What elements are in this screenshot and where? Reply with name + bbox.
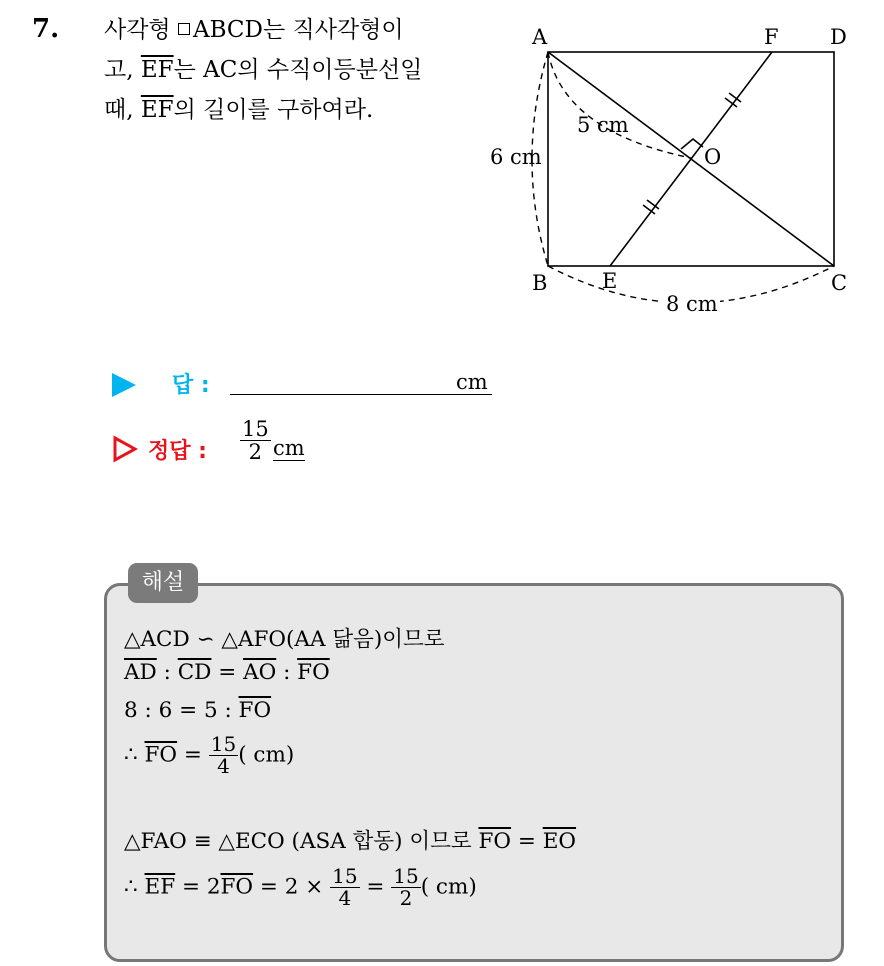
solution-line-6: ∴ $\overline{EF} = 2\overline{FO} = 2$ × $\frac{15}{4}$ = $\frac{15}{2}$ ( cm) xyxy=(124,864,477,910)
point-c-label: C xyxy=(831,271,848,295)
question-line-2: 고, $\overline{EF}$는 AC의 수직이등분선일 xyxy=(104,57,423,83)
solution-line-5: △FAO ≡ △ECO (ASA 합동) 이므로 $\overline{FO} = \overline{EO}$ xyxy=(124,829,577,854)
question-line-3: 때, $\overline{EF}$의 길이를 구하여라. xyxy=(104,97,374,123)
solution-line-3: 8 : 6 = 5 : $\overline{FO}$ xyxy=(124,698,272,723)
point-o-label: O xyxy=(704,145,722,169)
point-a-label: A xyxy=(532,25,548,49)
point-b-label: B xyxy=(532,271,548,295)
correct-unit: cm xyxy=(273,436,305,460)
answer-label: 답 : xyxy=(172,373,210,398)
solution-line-2: $\overline{AD}$ : $\overline{CD} = \overline{AO}$ : $\overline{FO}$ xyxy=(124,660,330,685)
question-text xyxy=(104,10,422,130)
length-5cm-label: 5 cm xyxy=(577,113,629,137)
geometry-figure xyxy=(484,20,864,320)
square-symbol-icon xyxy=(178,23,190,35)
question-number: 7. xyxy=(32,14,60,44)
segment-ef xyxy=(610,52,772,266)
point-e-label: E xyxy=(602,269,618,293)
answer-arrow-icon xyxy=(112,373,136,397)
point-f-label: F xyxy=(764,25,779,49)
correct-arrow-icon xyxy=(112,435,138,463)
answer-unit: cm xyxy=(456,370,488,394)
solution-line-1: △ACD ∽ △AFO(AA 닮음)이므로 xyxy=(124,627,445,652)
length-6cm-label: 6 cm xyxy=(490,145,542,169)
length-8cm-label: 8 cm xyxy=(666,292,718,316)
solution-tag: 해설 xyxy=(128,563,198,603)
answer-blank[interactable] xyxy=(230,394,492,395)
point-d-label: D xyxy=(830,25,847,49)
tick-marks-lower xyxy=(643,200,659,214)
correct-fraction: $\frac{15}{2}$ xyxy=(242,417,269,465)
correct-label: 정답 : xyxy=(148,439,207,464)
solution-line-4: ∴ $\overline{FO}$ = $\frac{15}{4}$ ( cm) xyxy=(124,732,295,778)
question-line-1: 사각형 ABCD는 직사각형이 xyxy=(104,17,404,43)
